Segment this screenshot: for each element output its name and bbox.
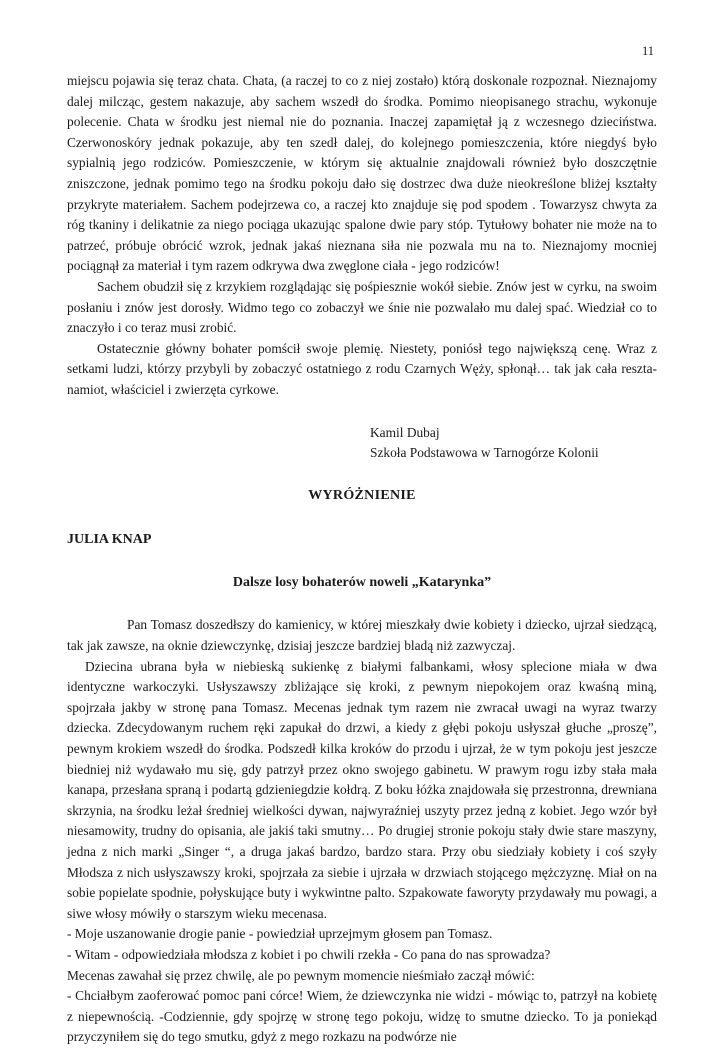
page-content [67,71,657,1048]
dialogue-line: - Witam - odpowiedziała młodsza z kobiet i po chwili rzekła - Co pana do nas sprowadza? [67,946,551,962]
previous-story-ending [67,71,657,401]
page-number: 11 [641,44,654,58]
dialogue-line: - Chciałbym zaoferować pomoc pani córce! Wiem, że dziewczynka nie widzi - mówiąc to, patrzył na kobietę z niepewnością. -Codziennie, gdy spojrzę w stronę tego pokoju, widzę to smutne dziecko. To ja poniekąd przyczyniłem się do tego smutku, gdyż z mego rozkazu na podwórze nie [67,988,657,1045]
author-name: JULIA KNAP [67,532,152,548]
signature-author: Kamil Dubaj [370,424,440,440]
story-paragraph: Sachem obudził się z krzykiem rozglądając się pośpiesznie wokół siebie. Znów jest w cyrku, na swoim posłaniu i znów jest dorosły. Widmo tego co zobaczył we śnie nie pozwalało mu dalej spać. Wiedział co to znaczyło i co teraz musi zrobić. [67,278,657,336]
story-paragraph: Ostatecznie główny bohater pomścił swoje plemię. Niestety, poniósł tego największą cenę. Wraz z setkami ludzi, którzy przybyli by zobaczyć ostatniego z rodu Czarnych Węży, spłonął… tak jak cała reszta- namiot, właściciel i zwierzęta cyrkowe. [67,340,657,397]
author-signature [370,423,657,464]
story-body [67,615,657,1047]
dialogue-line: - Moje uszanowanie drogie panie - powiedział uprzejmym głosem pan Tomasz. [67,926,493,942]
dialogue-line: Mecenas zawahał się przez chwilę, ale po pewnym momencie nieśmiało zaczął mówić: [67,967,535,983]
story-paragraph: Dziecina ubrana była w niebieską sukienkę z białymi falbankami, włosy splecione miała w dwa identyczne warkoczyki. Usłyszawszy zbliżające się kroki, z pewnym niepokojem oraz kwaśną miną, spojrzała jakby w stronę pana Tomasz. Mecenas jednak tym razem nie zwracał uwagi na wyraz twarzy dziecka. Zdecydowanym ruchem ręki zapukał do drzwi, a kiedy z głębi pokoju usłyszał głuche „proszę”, pewnym krokiem wszedł do środka. Podszedł kilka kroków do przodu i ujrzał, że w tym pokoju jest jeszcze biedniej niż wydawało mu się, gdy patrzył przez okno swojego gabinetu. W prawym rogu izby stała mała kanapa, przesłana spraną i podartą gdzieniegdzie kołdrą. Z boku łóżka znajdowała się przestronna, drewniana skrzynia, na środku leżał średniej wielkości dywan, najwyraźniej uszyty przez jedną z kobiet. Jego wzór był niesamowity, trudny do opisania, ale jakiś taki smutny… Po drugiej stronie pokoju stały dwie stare maszyny, jedna z nich marki „Singer “, a druga jakaś bardzo, bardzo stara. Przy obu siedziały kobiety i coś szyły Młodsza z nich usłyszawszy kroki, spojrzała za siebie i ujrzała w drzwiach stojącego mężczyznę. Miał on na sobie popielate spodnie, połyskujące buty i wykwintne palto. Szpakowate faworyty przydawały mu powagi, a siwe włosy mówiły o starszym wieku mecenasa. [67,658,657,921]
story-paragraph: miejscu pojawia się teraz chata. Chata, (a raczej to co z niej zostało) którą doskonale rozpoznał. Nieznajomy dalej milcząc, gestem nakazuje, aby sachem wszedł do środka. Pomimo nieopisanego strachu, wykonuje polecenie. Chata w środku jest niemal nie do poznania. Inaczej zapamiętał ją z wczesnego dzieciństwa. Czerwonoskóry jednak pokazuje, aby ten szedł dalej, do kolejnego pomieszczenia, które niegdyś było sypialnią jego rodziców. Pomieszczenie, w którym się aktualnie znajdowali również było doszczętnie zniszczone, jednak pomimo tego na środku pokoju dało się dostrzec dwa duże nieokreślone bliżej kształty przykryte materiałem. Sachem podejrzewa co, a raczej kto znajduje się pod spodem . Towarzysz chwyta za róg tkaniny i delikatnie za niego pociąga ukazując spalone dwie pary stóp. Tytułowy bohater nie może na to patrzeć, próbuje obrócić wzrok, jednak jakaś nieznana siła nie pozwala mu na to. Nieznajomy mocniej pociągnął za materiał i tym razem odkrywa dwa zwęglone ciała - jego rodziców! [67,73,657,274]
signature-school: Szkoła Podstawowa w Tarnogórze Kolonii [370,445,599,461]
story-paragraph: Pan Tomasz doszedłszy do kamienicy, w której mieszkały dwie kobiety i dziecko, ujrzał siedzącą, tak jak zawsze, na oknie dziewczynkę, dzisiaj jeszcze bardziej bladą niż zazwyczaj. [67,617,657,654]
story-title: Dalsze losy bohaterów noweli „Katarynka” [232,574,492,590]
award-heading: WYRÓŻNIENIE [308,487,416,503]
